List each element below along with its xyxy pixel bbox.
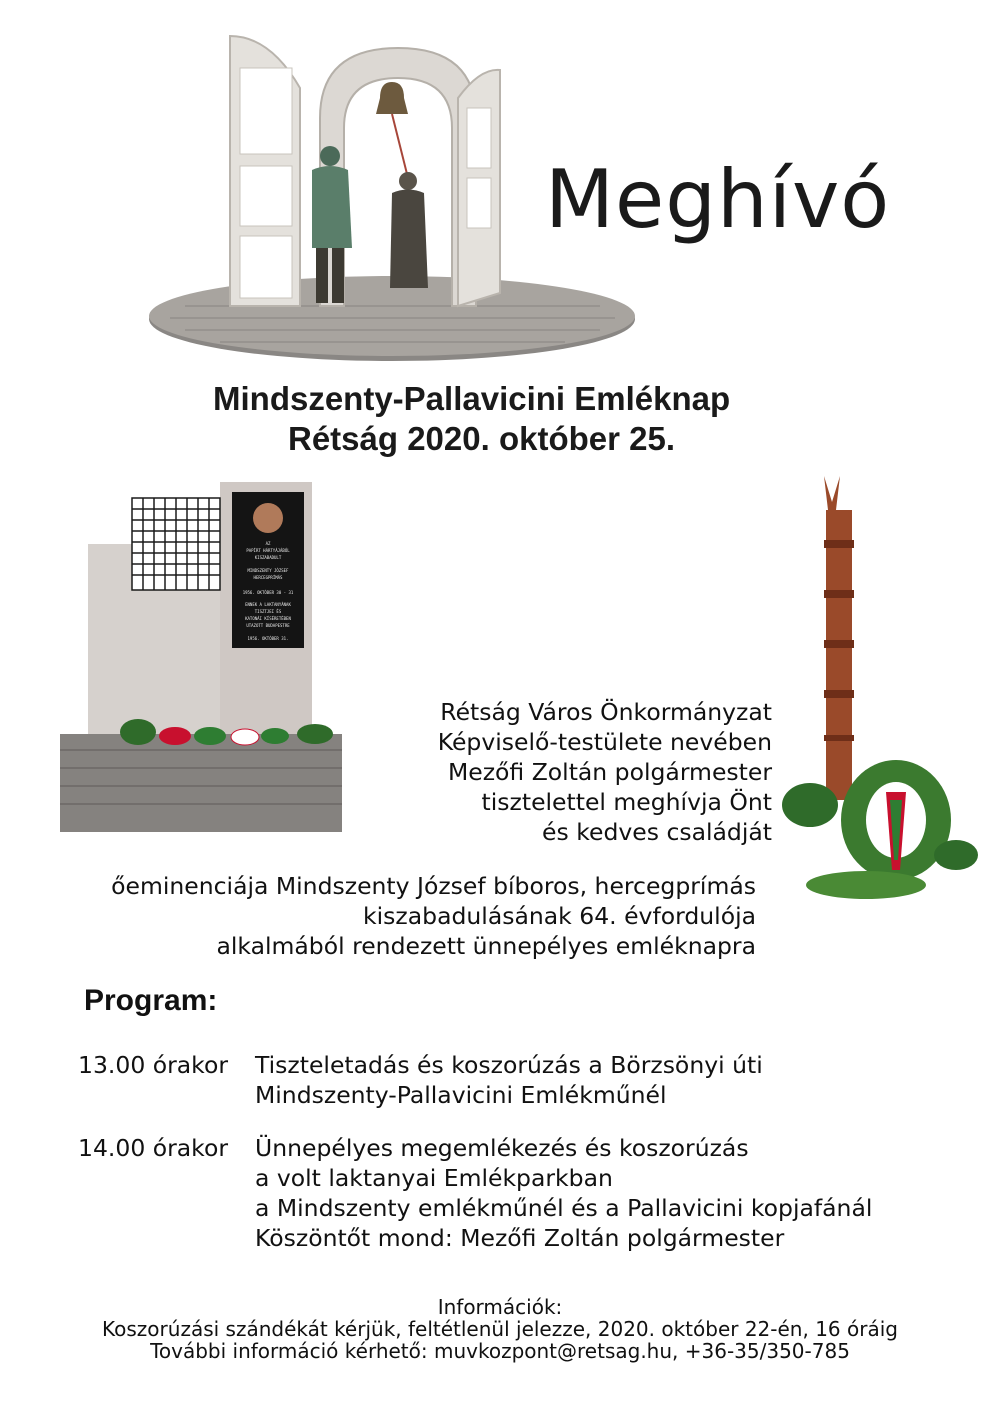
program-description [255, 1133, 955, 1253]
plaque-line: PAPÍRT HÁRTYÁJÁBÓL [246, 548, 290, 553]
info-heading: Információk: [437, 1295, 563, 1319]
invitation-title: Meghívó [545, 153, 891, 246]
info-section [0, 1296, 1000, 1362]
occasion-line: őeminenciája Mindszenty József bíboros, hercegprímás [111, 872, 756, 900]
plaque-line: TISZTJEI ÉS [254, 609, 282, 614]
occasion-text [111, 871, 756, 961]
plaque-line: UTAZOTT BUDAPESTRE [246, 623, 290, 628]
program-line: a volt laktanyai Emlékparkban [255, 1164, 613, 1192]
program-line: Köszöntőt mond: Mezőfi Zoltán polgármester [255, 1224, 785, 1252]
program-line: Tiszteletadás és koszorúzás a Börzsönyi úti [255, 1051, 763, 1079]
invitation-line: tisztelettel meghívja Önt [481, 788, 772, 816]
event-place-date: Rétság 2020. október 25. [288, 420, 676, 457]
program-time: 14.00 órakor [78, 1134, 228, 1162]
invitation-line: Rétság Város Önkormányzat [440, 698, 772, 726]
invitation-text [438, 697, 772, 847]
info-line: Koszorúzási szándékát kérjük, feltétlenül jelezze, 2020. október 22-én, 16 óráig [102, 1317, 898, 1341]
info-contact: További információ kérhető: muvkozpont@retsag.hu, +36-35/350-785 [150, 1339, 850, 1363]
invitation-line: Mezőfi Zoltán polgármester [447, 758, 772, 786]
plaque-line: AZ [265, 541, 271, 546]
event-name: Mindszenty-Pallavicini Emléknap [213, 380, 731, 417]
occasion-line: kiszabadulásának 64. évfordulója [363, 902, 756, 930]
plaque-line: KATONÁI KÍSÉRETÉBEN [245, 616, 291, 621]
invitation-line: Képviselő-testülete nevében [437, 728, 772, 756]
plaque-line: KISZABADULT [254, 555, 282, 560]
program-line: Mindszenty-Pallavicini Emlékműnél [255, 1081, 667, 1109]
program-title: Program: [84, 984, 218, 1017]
plaque-line: 1956. OKTÓBER 30 - 31 [242, 590, 294, 595]
program-time: 13.00 órakor [78, 1051, 228, 1079]
plaque-line: ENNEK A LAKTANYÁNAK [245, 602, 291, 607]
memorial-stone-photo [60, 482, 342, 832]
program-description [255, 1050, 955, 1110]
invitation-line: és kedves családját [542, 818, 772, 846]
plaque-line: 1956. OKTÓBER 31. [247, 636, 289, 641]
program-line: Ünnepélyes megemlékezés és koszorúzás [255, 1134, 749, 1162]
kopjafa-photo [776, 470, 982, 910]
occasion-line: alkalmából rendezett ünnepélyes emléknapra [216, 932, 756, 960]
plaque-line: MINDSZENTY JÓZSEF [247, 568, 289, 573]
grid-window [132, 498, 220, 590]
program-line: a Mindszenty emlékműnél és a Pallavicini kopjafánál [255, 1194, 873, 1222]
plaque-line: HERCEGPRÍMÁS [253, 575, 283, 580]
